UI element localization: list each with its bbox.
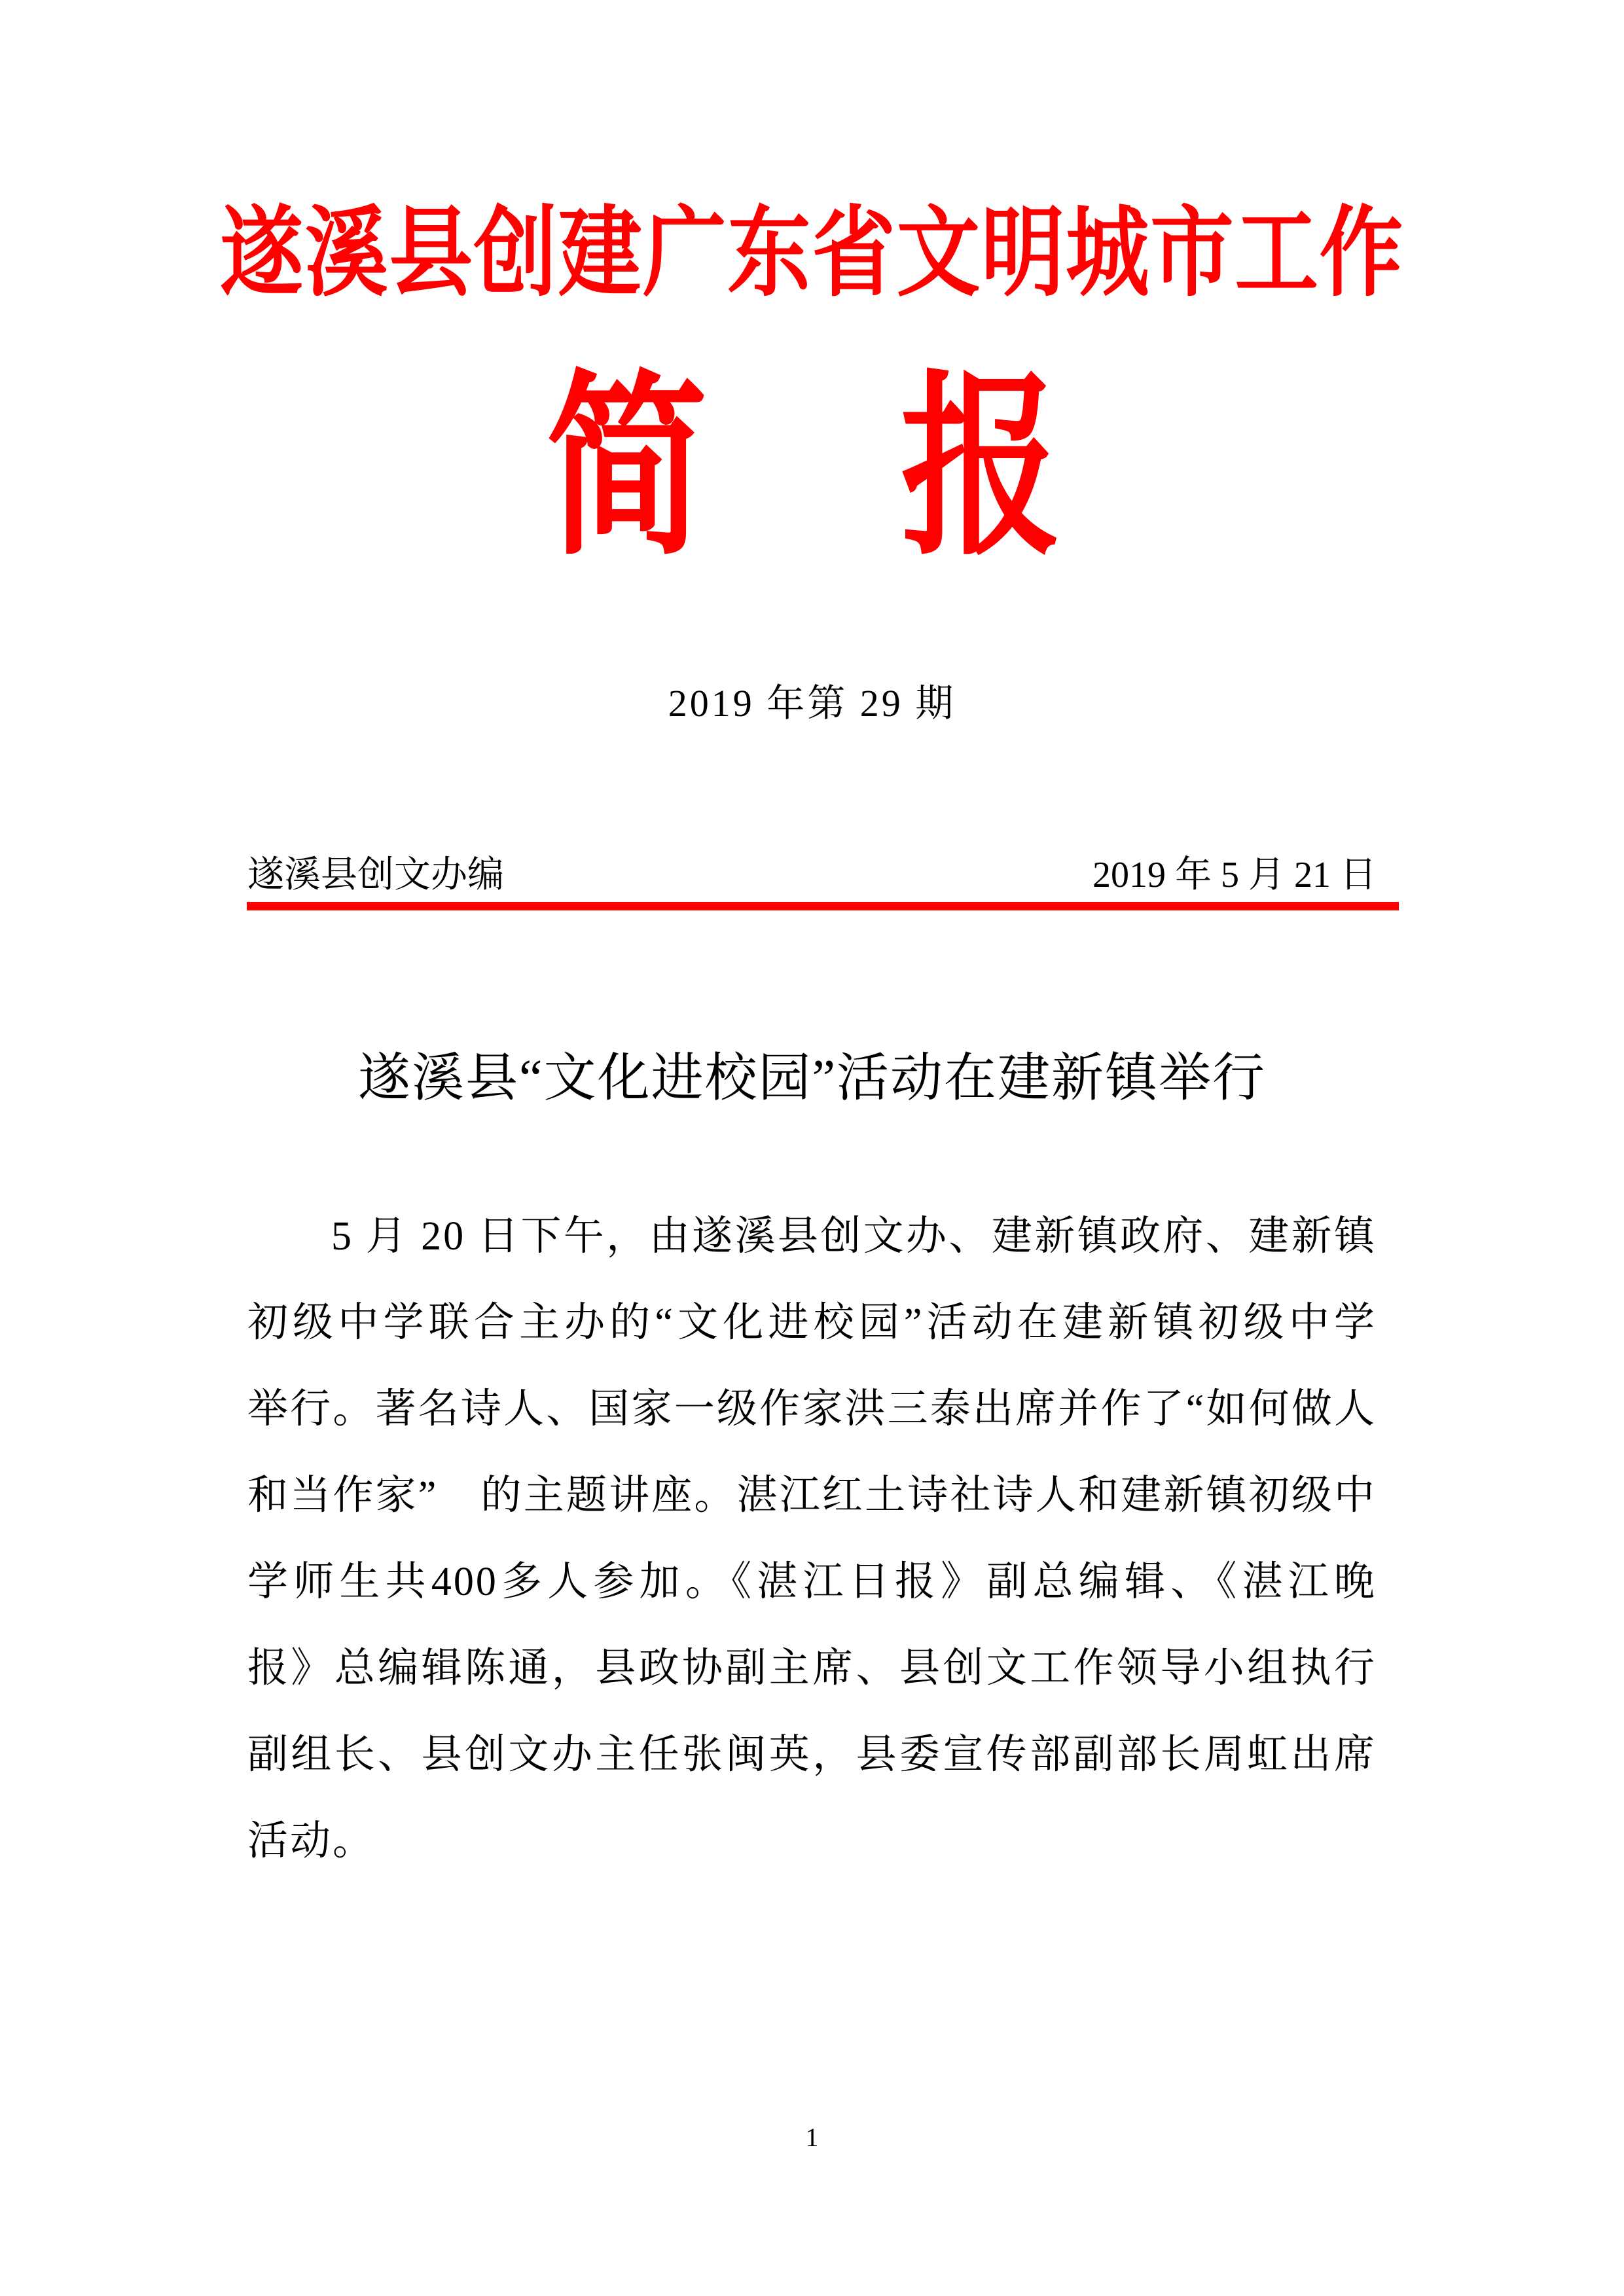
body-line: 和当作家” 的主题讲座。湛江红土诗社诗人和建新镇初级中 (247, 1473, 1377, 1518)
body-line: 副组长、县创文办主任张闽英，县委宣传部副部长周虹出席 (247, 1732, 1377, 1777)
body-line: 5 月 20 日下午，由遂溪县创文办、建新镇政府、建新镇 (331, 1214, 1377, 1259)
masthead-org-title: 遂溪县创建广东省文明城市工作 (220, 200, 1404, 308)
article-title: 遂溪县“文化进校园”活动在建新镇举行 (357, 1050, 1266, 1107)
article-body (247, 1193, 1377, 1884)
masthead-bulletin-word: 简 报 (546, 361, 1078, 578)
page-number: 1 (805, 2123, 819, 2152)
body-line: 举行。著名诗人、国家一级作家洪三泰出席并作了“如何做人 (247, 1387, 1377, 1431)
body-line: 学师生共400多人参加。《湛江日报》副总编辑、《湛江晚 (247, 1560, 1377, 1604)
issue-line: 2019 年第 29 期 (668, 682, 956, 725)
editor-label: 遂溪县创文办编 (247, 855, 504, 895)
meta-row (247, 852, 1377, 898)
date-label: 2019 年 5 月 21 日 (1092, 855, 1377, 895)
body-line: 活动。 (247, 1819, 376, 1863)
body-line: 初级中学联合主办的“文化进校园”活动在建新镇初级中学 (247, 1300, 1377, 1345)
body-line: 报》总编辑陈通，县政协副主席、县创文工作领导小组执行 (247, 1646, 1377, 1691)
divider-rule (247, 902, 1399, 910)
